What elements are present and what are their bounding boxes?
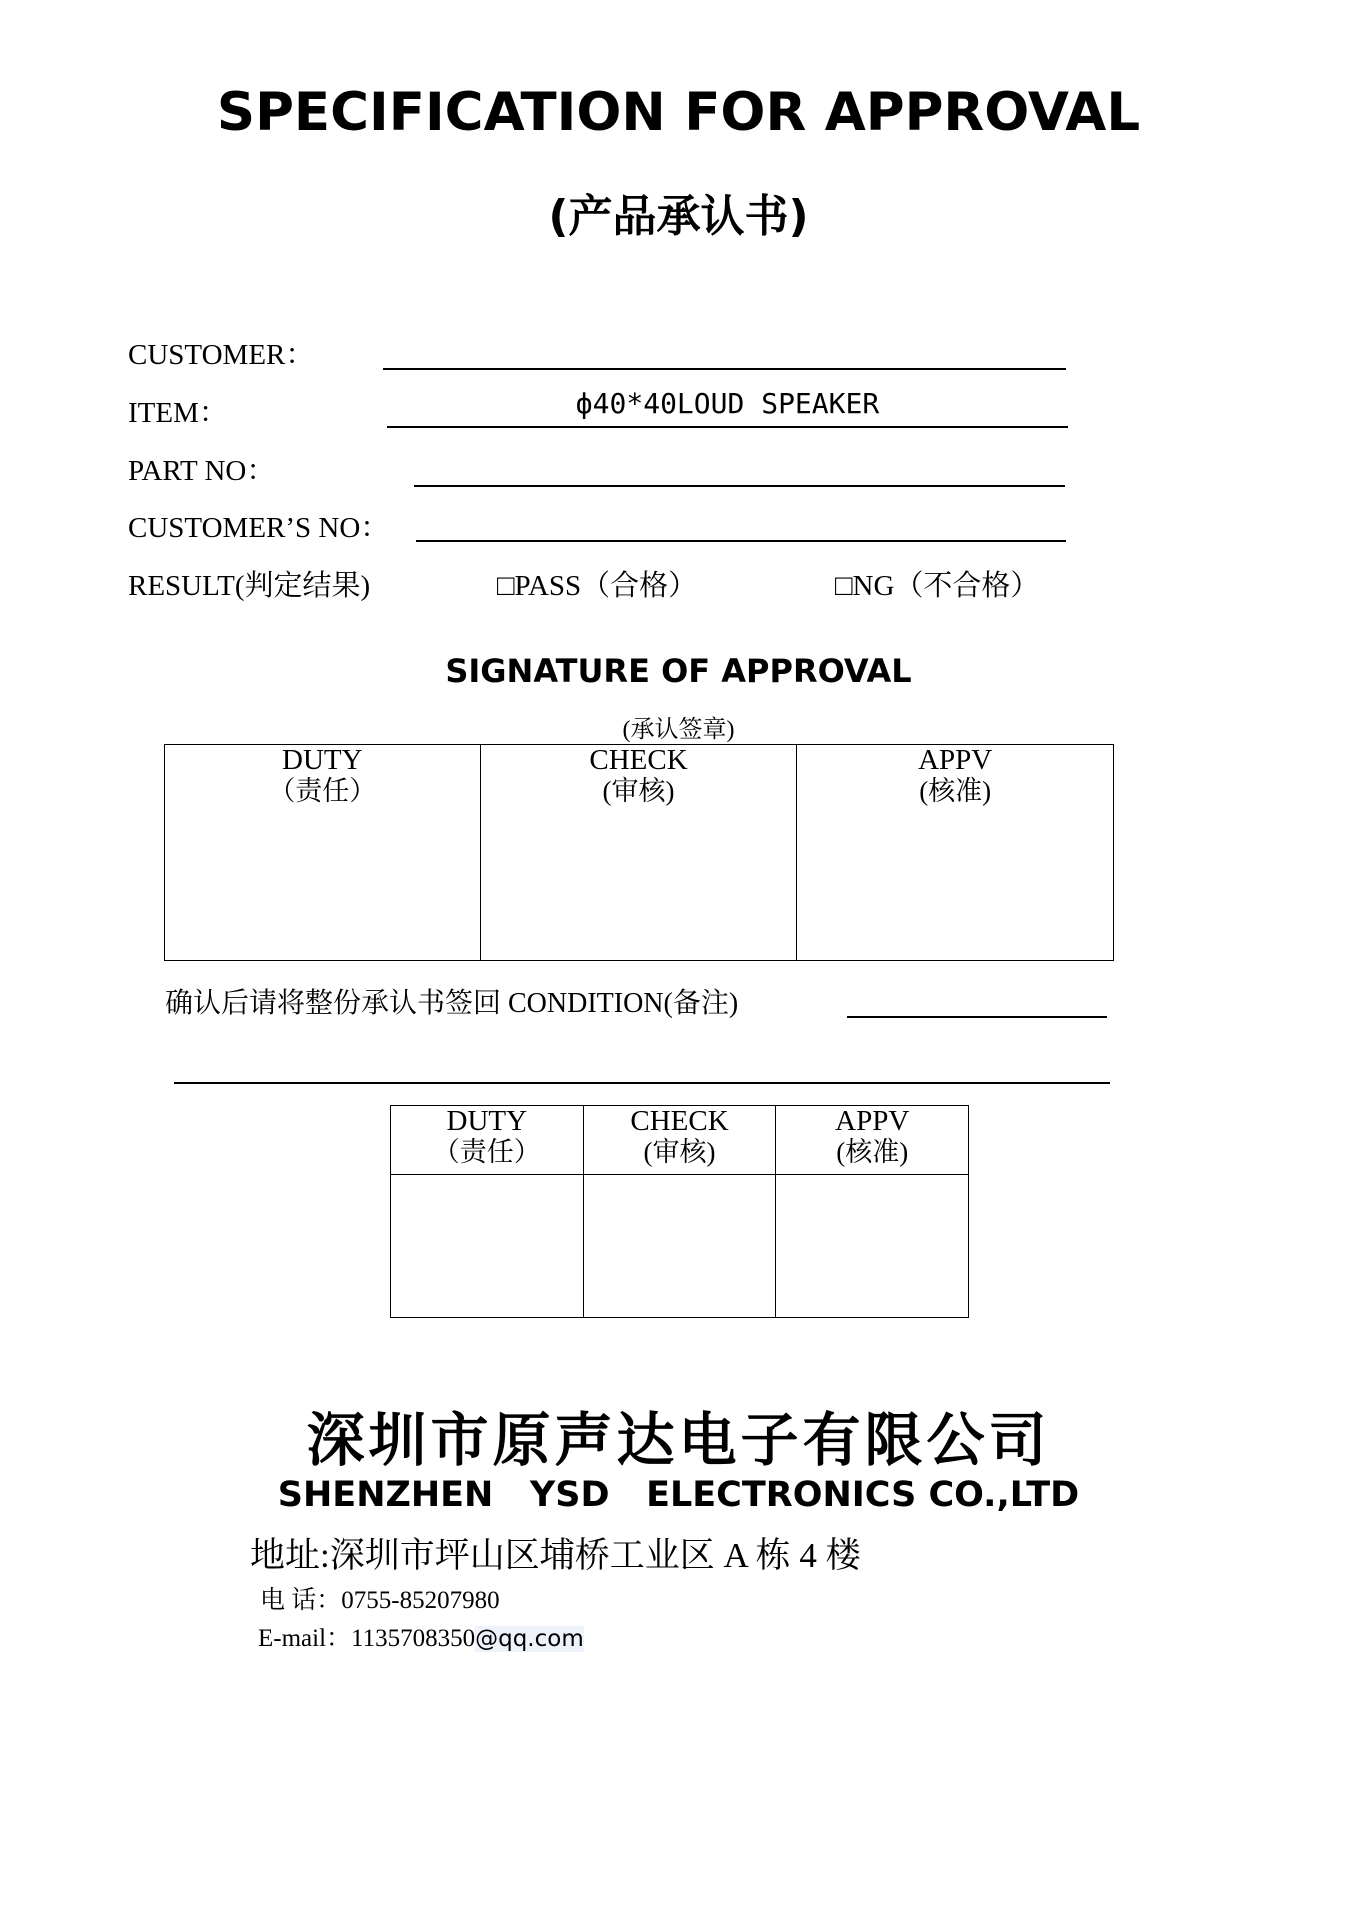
supplier-appv-header-cell (776, 1106, 969, 1175)
appv-signature-cell[interactable] (797, 745, 1114, 961)
check-signature-cell[interactable] (480, 745, 797, 961)
document-title: SPECIFICATION FOR APPROVAL (216, 82, 1141, 143)
part-no-label: PART NO： (128, 455, 276, 487)
supplier-check-header-cell (583, 1106, 776, 1175)
customer-signature-table (164, 744, 1114, 961)
supplier-check-signature-cell[interactable] (583, 1175, 776, 1318)
supplier-check-header: CHECK (630, 1105, 729, 1137)
signature-subtitle: (承认签章) (622, 717, 735, 743)
supplier-appv-header-cn: (核准) (836, 1137, 909, 1167)
condition-underline-short[interactable] (847, 1016, 1107, 1018)
supplier-appv-header: APPV (835, 1105, 910, 1137)
result-pass-checkbox[interactable]: □PASS（合格） (497, 570, 698, 602)
signature-title: SIGNATURE OF APPROVAL (445, 652, 912, 690)
customer-no-label: CUSTOMER’S NO： (128, 512, 390, 544)
appv-header: APPV (918, 744, 993, 776)
customer-underline (383, 368, 1066, 370)
appv-header-cn: (核准) (919, 776, 992, 806)
item-value[interactable]: ф40*40LOUD SPEAKER (575, 387, 880, 420)
company-address: 地址:深圳市坪山区埔桥工业区 A 栋 4 楼 (250, 1536, 861, 1575)
item-underline (387, 426, 1068, 428)
customer-no-underline (416, 540, 1066, 542)
condition-underline-long[interactable] (174, 1082, 1110, 1084)
item-label: ITEM： (128, 397, 228, 429)
duty-header: DUTY (282, 744, 363, 776)
check-header: CHECK (589, 744, 688, 776)
company-name-cn: 深圳市原声达电子有限公司 (306, 1406, 1051, 1474)
supplier-check-header-cn: (审核) (643, 1137, 716, 1167)
supplier-duty-header: DUTY (446, 1105, 528, 1137)
supplier-duty-header-cell (391, 1106, 584, 1175)
email-label: E-mail： (258, 1625, 352, 1652)
email-domain[interactable]: @qq.com (475, 1626, 584, 1652)
customer-label: CUSTOMER： (128, 339, 315, 371)
supplier-duty-header-cn: （责任） (432, 1137, 541, 1167)
duty-header-cn: （责任） (268, 776, 377, 806)
result-label: RESULT(判定结果) (128, 570, 371, 602)
company-name-en: SHENZHEN YSD ELECTRONICS CO.,LTD (277, 1475, 1080, 1515)
supplier-signature-table (390, 1105, 969, 1318)
result-ng-checkbox[interactable]: □NG（不合格） (835, 570, 1040, 602)
check-header-cn: (审核) (602, 776, 675, 806)
duty-signature-cell[interactable] (165, 745, 481, 961)
part-no-underline (414, 485, 1065, 487)
condition-label: 确认后请将整份承认书签回 CONDITION(备注) (165, 988, 739, 1019)
email-user: 1135708350 (351, 1625, 476, 1652)
supplier-appv-signature-cell[interactable] (776, 1175, 969, 1318)
company-email (258, 1618, 584, 1654)
document-subtitle: (产品承认书) (548, 191, 809, 242)
company-phone: 电 话：0755-85207980 (260, 1587, 500, 1614)
supplier-duty-signature-cell[interactable] (391, 1175, 584, 1318)
